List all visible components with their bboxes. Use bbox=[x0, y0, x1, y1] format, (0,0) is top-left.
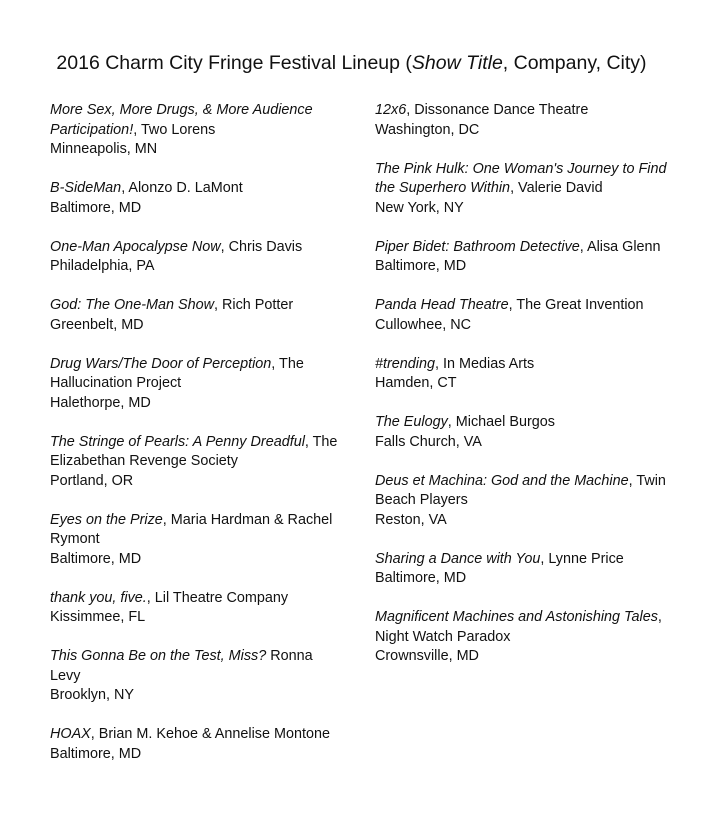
city: Baltimore, MD bbox=[375, 258, 467, 274]
show-title: One-Man Apocalypse Now bbox=[50, 238, 221, 255]
company-name: , The Elizabethan Revenge Society bbox=[50, 433, 338, 469]
city: Reston, VA bbox=[375, 511, 447, 528]
city: Halethorpe, MD bbox=[50, 394, 151, 411]
city: Brooklyn, NY bbox=[50, 687, 134, 703]
show-title: Deus et Machina: God and the Machine bbox=[375, 472, 629, 489]
show-title: Drug Wars/The Door of Perception bbox=[50, 355, 272, 372]
lineup-entry bbox=[50, 296, 340, 335]
company-name: , Twin Beach Players bbox=[375, 472, 666, 508]
lineup-entry bbox=[375, 472, 675, 531]
lineup-entry bbox=[375, 296, 675, 335]
lineup-entry bbox=[50, 433, 340, 492]
lineup-entry bbox=[50, 647, 340, 706]
company-name: , Maria Hardman & Rachel Rymont bbox=[50, 511, 333, 547]
right-column bbox=[375, 101, 675, 686]
city: New York, NY bbox=[375, 199, 464, 216]
city: Baltimore, MD bbox=[50, 745, 142, 762]
city: Kissimmee, FL bbox=[50, 609, 146, 625]
lineup-entry bbox=[375, 355, 675, 394]
lineup-entry bbox=[375, 413, 675, 452]
company-name: , Rich Potter bbox=[213, 297, 294, 313]
show-title: thank you, five. bbox=[50, 589, 147, 606]
lineup-entry bbox=[50, 101, 340, 160]
show-title: God: The One-Man Show bbox=[50, 297, 214, 313]
show-title: The Stringe of Pearls: A Penny Dreadful bbox=[50, 433, 305, 450]
city: Baltimore, MD bbox=[50, 199, 142, 216]
company-name: , In Medias Arts bbox=[435, 355, 535, 372]
show-title: More Sex, More Drugs, & More Audience Participation! bbox=[50, 102, 313, 138]
show-title: This Gonna Be on the Test, Miss? bbox=[50, 648, 267, 664]
show-title: HOAX bbox=[50, 726, 91, 742]
company-name: , Dissonance Dance Theatre bbox=[406, 102, 589, 118]
company-name: , Valerie David bbox=[510, 180, 603, 196]
show-title: The Pink Hulk: One Woman's Journey to Find the Superhero Within bbox=[375, 160, 667, 196]
lineup-entry bbox=[50, 179, 340, 218]
city: Hamden, CT bbox=[375, 375, 457, 391]
company-name: , Brian M. Kehoe & Annelise Montone bbox=[90, 726, 330, 742]
company-name: , Night Watch Paradox bbox=[375, 609, 662, 645]
city: Baltimore, MD bbox=[50, 550, 142, 567]
company-name: , Chris Davis bbox=[220, 238, 303, 255]
company-name: Ronna Levy bbox=[50, 648, 313, 684]
lineup-entry bbox=[50, 355, 340, 414]
company-name: , Two Lorens bbox=[133, 121, 216, 138]
lineup-entry bbox=[375, 608, 675, 667]
company-name: , The Hallucination Project bbox=[50, 355, 304, 391]
company-name: , Alonzo D. LaMont bbox=[121, 180, 243, 196]
title-suffix: , Company, City) bbox=[502, 52, 647, 74]
page-title bbox=[0, 50, 703, 76]
city: Greenbelt, MD bbox=[50, 316, 144, 333]
lineup-entry bbox=[375, 160, 675, 219]
show-title: 12x6 bbox=[375, 102, 407, 118]
city: Falls Church, VA bbox=[375, 433, 482, 450]
show-title: Eyes on the Prize bbox=[50, 511, 163, 528]
title-italic: Show Title bbox=[411, 52, 503, 74]
city: Philadelphia, PA bbox=[50, 258, 155, 274]
show-title: Sharing a Dance with You bbox=[375, 550, 541, 567]
city: Cullowhee, NC bbox=[375, 316, 471, 333]
show-title: The Eulogy bbox=[375, 414, 448, 430]
company-name: , Alisa Glenn bbox=[579, 238, 661, 255]
lineup-entry bbox=[50, 238, 340, 277]
title-prefix: 2016 Charm City Fringe Festival Lineup ( bbox=[56, 52, 412, 74]
show-title: Panda Head Theatre bbox=[375, 297, 509, 313]
city: Minneapolis, MN bbox=[50, 141, 158, 157]
lineup-entry bbox=[50, 511, 340, 570]
lineup-entry bbox=[375, 101, 675, 140]
city: Baltimore, MD bbox=[375, 570, 467, 586]
lineup-entry bbox=[375, 238, 675, 277]
lineup-entry bbox=[50, 589, 340, 628]
lineup-entry bbox=[375, 550, 675, 589]
left-column bbox=[50, 101, 340, 784]
show-title: B-SideMan bbox=[50, 180, 122, 196]
company-name: , Michael Burgos bbox=[447, 414, 555, 430]
city: Portland, OR bbox=[50, 472, 134, 489]
city: Washington, DC bbox=[375, 121, 480, 138]
show-title: Piper Bidet: Bathroom Detective bbox=[375, 238, 580, 255]
company-name: , Lynne Price bbox=[540, 550, 624, 567]
show-title: Magnificent Machines and Astonishing Tales bbox=[375, 609, 658, 625]
city: Crownsville, MD bbox=[375, 648, 479, 664]
lineup-entry bbox=[50, 725, 340, 764]
company-name: , The Great Invention bbox=[508, 297, 644, 313]
company-name: , Lil Theatre Company bbox=[146, 589, 289, 606]
show-title: #trending bbox=[375, 355, 436, 372]
